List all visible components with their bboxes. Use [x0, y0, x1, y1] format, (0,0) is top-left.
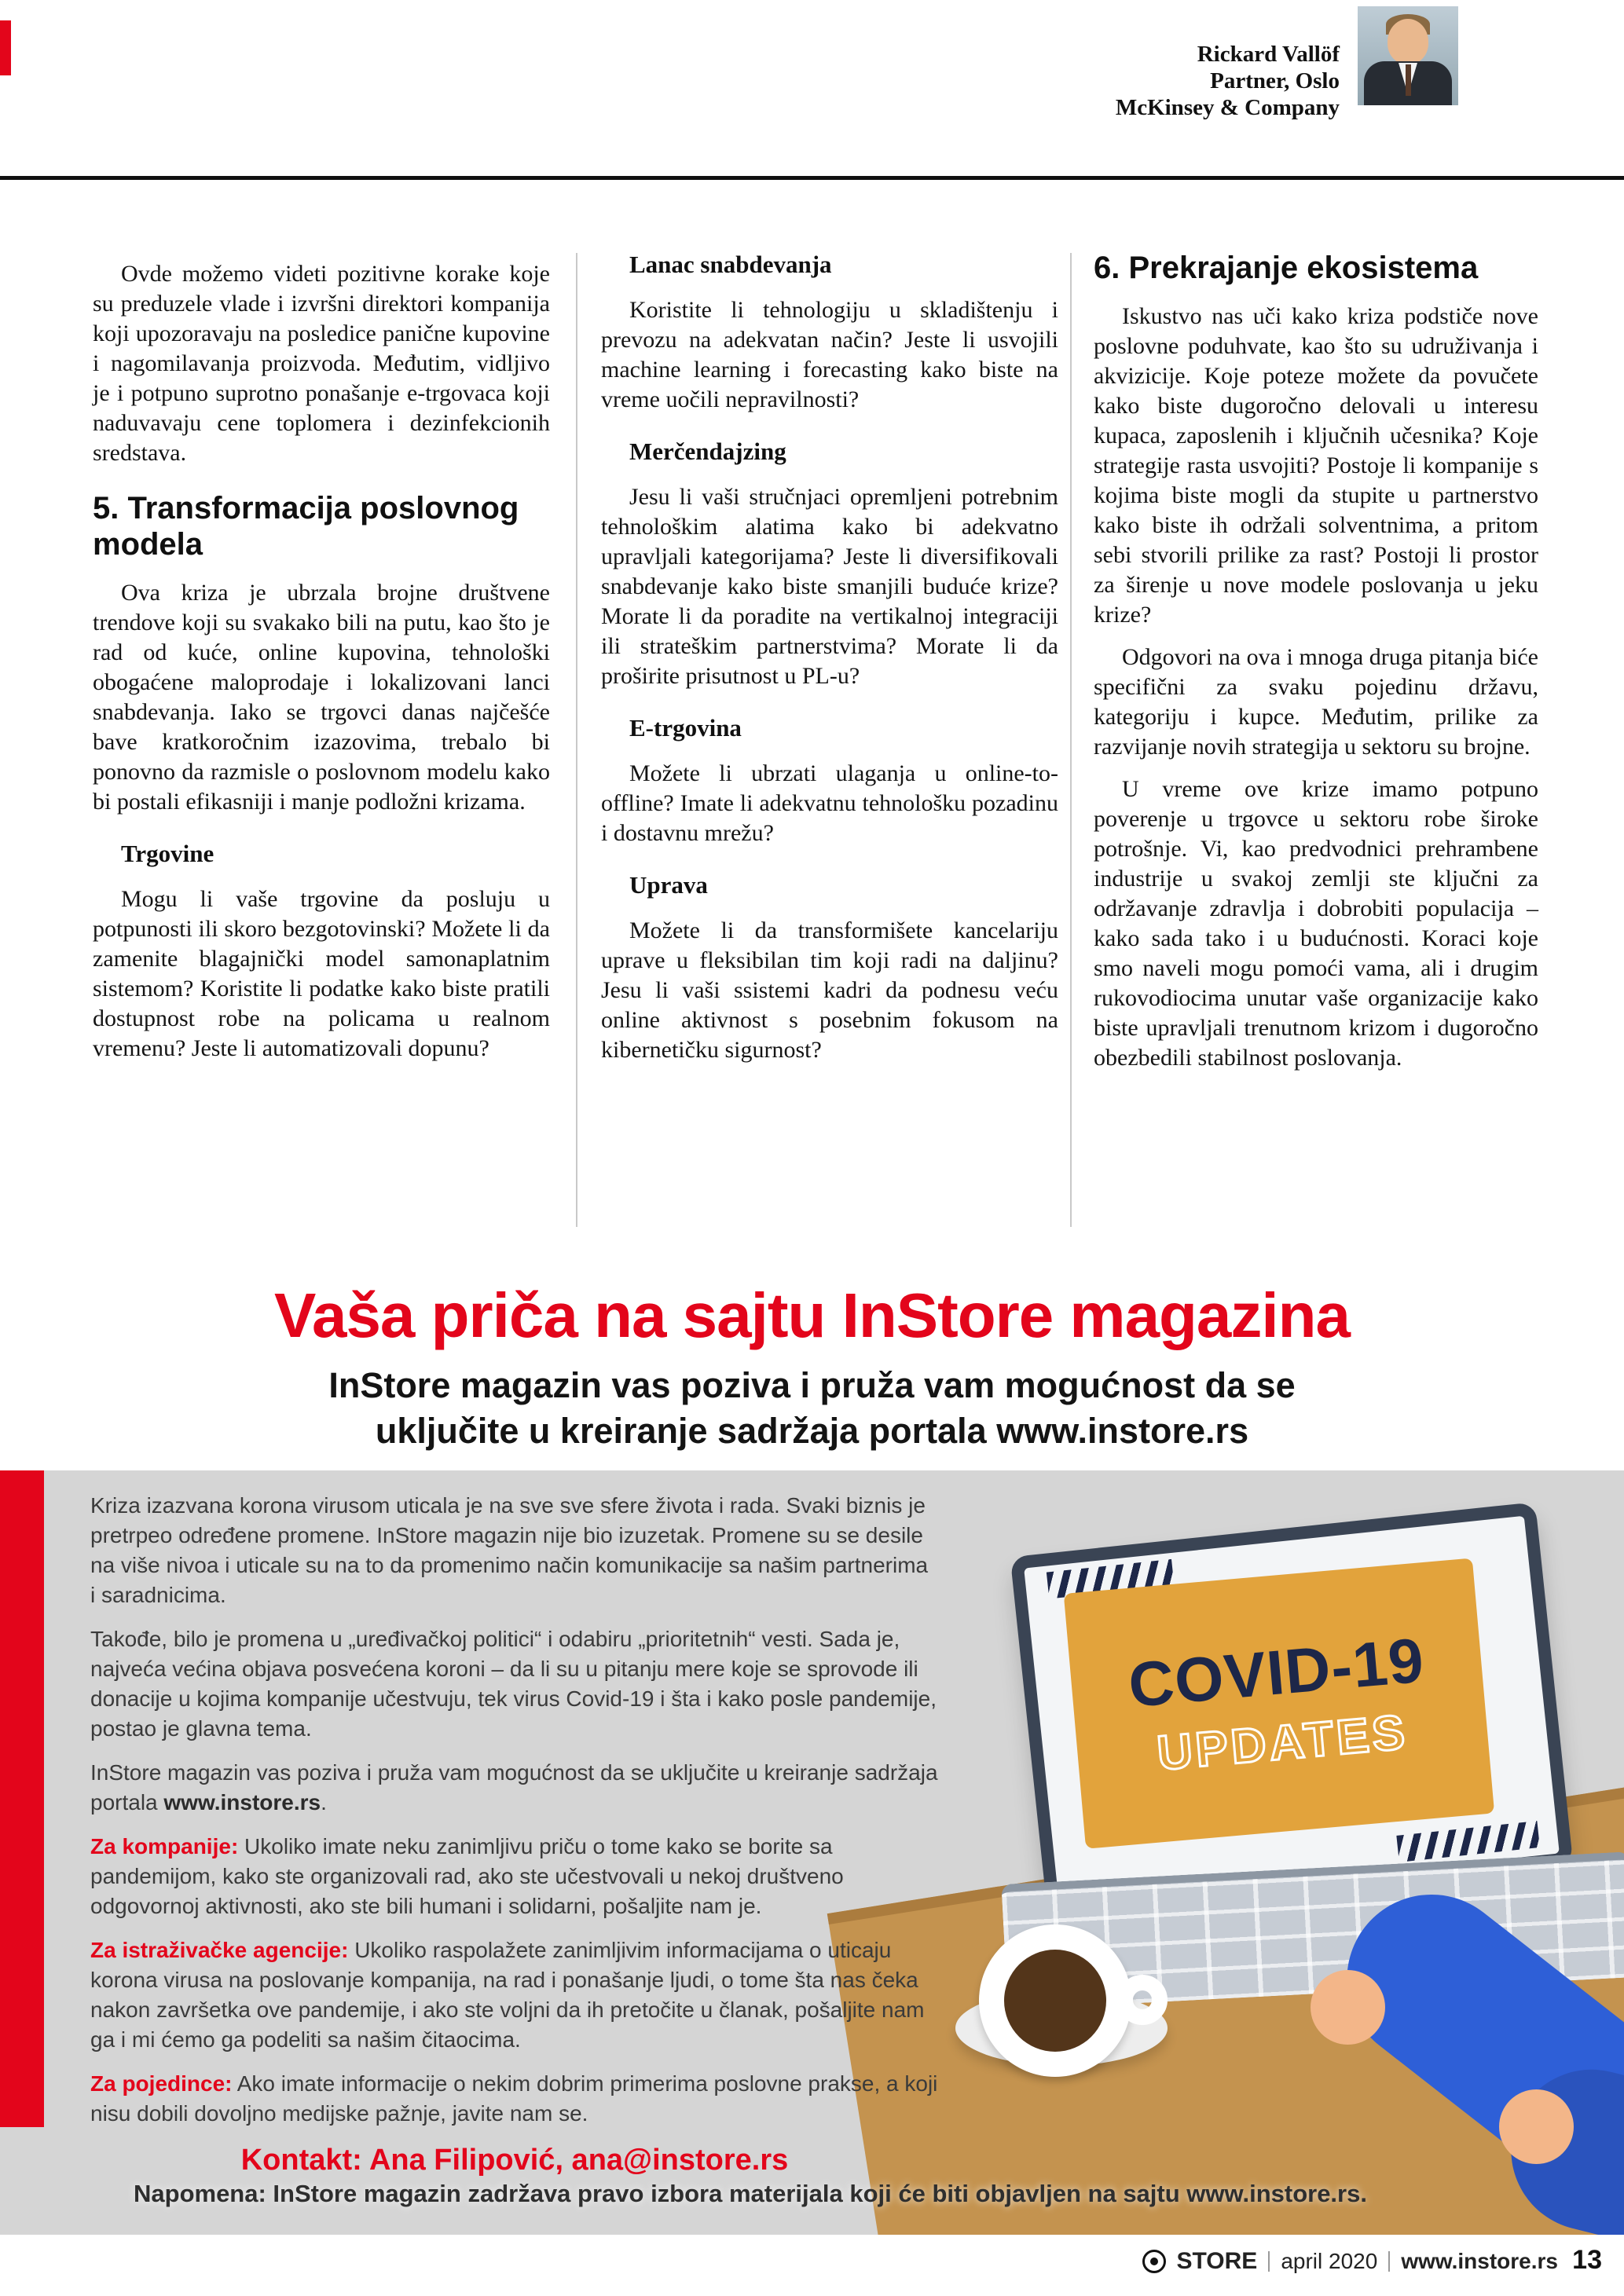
author-photo	[1358, 6, 1458, 105]
paragraph: Koristite li tehnologiju u skladištenju i prevozu na adekvatan način? Jeste li usvojili machine learning i forecasting kako biste na vreme uočili nepravilnosti?	[601, 297, 1058, 412]
text-za-kompanije: Ukoliko imate neku zanimljivu priču o tome kako se borite sa pandemijom, kako ste organizovali rad, ako ste učestvovali u nekoj društveno odgovornoj aktivnosti, ako ste bili humani i solidarni, pošaljite nam je.	[90, 1834, 844, 1918]
hand	[1499, 2089, 1574, 2164]
paragraph	[90, 1832, 939, 1921]
footer-brand: STORE	[1176, 2248, 1258, 2274]
subheading-mercendajzing: Merčendajzing	[629, 438, 786, 465]
article-column-3	[1094, 250, 1538, 1073]
paragraph: Takođe, bilo je promena u „uređivačkoj politici“ i odabiru „prioritetnih“ vesti. Sada je, najveća većina objava posvećena koroni – da li su u pitanju mere koje se sprovode ili donacije u kojima kompanije učestvuju, tek virus Covid-19 i šta i kako posle pandemije, postao je glavna tema.	[90, 1627, 937, 1741]
paragraph	[90, 2069, 939, 2129]
mug-handle	[1117, 1975, 1168, 2025]
paragraph: Ovde možemo videti pozitivne korake koje su preduzele vlade i izvršni direktori kompanija koji upozoravaju na posledice panične kupovine i nagomilavanja proizvoda. Međutim, vidljivo je i potpuno suprotno ponašanje e-trgovaca koji naduvavaju cene toplomera i dezinfekcionih sredstava.	[93, 261, 550, 466]
author-name: Rickard Vallöf	[1197, 42, 1340, 67]
napomena-note: Napomena: InStore magazin zadržava pravo izbora materijala koji će biti objavljen na sajtu www.instore.rs.	[134, 2180, 1367, 2207]
paragraph	[90, 1758, 939, 1818]
site-link-text: www.instore.rs	[163, 1790, 321, 1814]
section-heading-5: 5. Transformacija poslovnog modela	[93, 491, 519, 562]
covid-title-text: COVID-19	[1125, 1624, 1428, 1720]
lead-za-pojedince: Za pojedince:	[90, 2071, 233, 2096]
paragraph: Iskustvo nas uči kako kriza podstiče nove poslovne poduhvate, kao što su udruživanja i akvizicije. Koje poteze možete da povučete kako biste dugoročno delovali u interesu kupaca, zaposlenih i ključnih učesnika? Koje strategije rasta usvojiti? Postoje li kompanije s kojima biste mogli da stupite u partnerstvo kako biste ih održali solventnima, a pritom sebi stvorili prilike za rast? Postoji li prostor za širenje u nove modele poslovanja u jeku krize?	[1094, 303, 1538, 628]
author-info	[1116, 41, 1340, 121]
paragraph: Kriza izazvana korona virusom uticala je na sve sve sfere života i rada. Svaki biznis je pretrpeo određene promene. InStore magazin nije bio izuzetak. Promene su se desile na više nivoa i uticale su na to da promenimo način komunikacije sa našim partnerima i saradnicima.	[90, 1493, 929, 1607]
covid-card	[1064, 1558, 1494, 1849]
author-role: Partner, Oslo	[1210, 68, 1340, 93]
subheading-etrgovina: E-trgovina	[629, 714, 742, 742]
text-za-pojedince: Ako imate informacije o nekim dobrim primerima poslovne prakse, a koji nisu dobili dovoljno medijske pažnje, javite nam se.	[90, 2071, 938, 2126]
paragraph	[90, 1935, 939, 2055]
photo-face	[1388, 19, 1428, 64]
promo-body	[90, 1491, 939, 2177]
period: .	[321, 1790, 327, 1814]
laptop-screen	[1010, 1502, 1574, 1920]
footer-separator	[1268, 2251, 1270, 2272]
page-number: 13	[1572, 2245, 1602, 2275]
article-column-1	[93, 259, 550, 1064]
photo-tie	[1406, 64, 1411, 96]
article-column-2	[601, 250, 1058, 1065]
paragraph: Možete li da transformišete kancelariju uprave u fleksibilan tim koji radi na daljinu? Jesu li vaši ssistemi kadri da podnesu veću online aktivnost s posebnim fokusom na kibernetičku sigurnost?	[601, 917, 1058, 1063]
column-divider	[576, 253, 577, 1227]
page-edge-red-mark	[0, 20, 11, 75]
paragraph: U vreme ove krize imamo potpuno poverenje u trgovce u sektoru robe široke potrošnje. Vi, kao predvodnici prehrambene industrije u svakoj zemlji ste ključni za održavanje zdravlja i dobrobiti populacija – kako sada tako i u budućnosti. Koraci koje smo naveli mogu pomoći vama, ali i drugim rukovodiocima unutar vaše organizacije kako biste upravljali trenutnom krizom i dugoročno obezbedili stabilnost poslovanja.	[1094, 776, 1538, 1071]
promo-subtitle-line2: uključite u kreiranje sadržaja portala www.instore.rs	[375, 1411, 1249, 1451]
coffee-mug	[979, 1924, 1131, 2077]
coffee	[1004, 1950, 1106, 2052]
paragraph: Jesu li vaši stručnjaci opremljeni potrebnim tehnološkim alatima kako bi adekvatno upravljali kategorijama? Jeste li diversifikovali snabdevanje kako biste smanjili buduće krize? Morate li da poradite na vertikalnoj integraciji ili strateškim partnerstvima? Morate li da proširite prisutnost u PL-u?	[601, 484, 1058, 689]
text-za-agencije: Ukoliko raspolažete zanimljivim informacijama o uticaju korona virusa na poslovanje kompanija, na rad i ponašanje ljudi, o tome šta nas čeka nakon završetka ove pandemije, i ako ste voljni da ih pretočite u članak, pošaljite nam ga i mi ćemo ga podeliti sa našim čitaocima.	[90, 1938, 925, 2052]
promo-title: Vaša priča na sajtu InStore magazina	[274, 1280, 1350, 1350]
paragraph: Možete li ubrzati ulaganja u online-to-offline? Imate li adekvatnu tehnološku pozadinu i dostavnu mrežu?	[601, 760, 1058, 846]
subheading-lanac: Lanac snabdevanja	[629, 251, 832, 278]
lead-za-agencije: Za istraživačke agencije:	[90, 1938, 349, 1962]
footer-site: www.instore.rs	[1401, 2249, 1558, 2273]
hand	[1311, 1970, 1385, 2045]
column-divider	[1070, 253, 1072, 1227]
covid-updates-text: UPDATES	[1155, 1705, 1410, 1781]
section-heading-6: 6. Prekrajanje ekosistema	[1094, 251, 1479, 285]
author-company: McKinsey & Company	[1115, 95, 1340, 120]
paragraph: Ova kriza je ubrzala brojne društvene trendove koji su svakako bili na putu, kao što je rad od kuće, online kupovina, tehnološki obogaćene maloprodaje i lokalizovani lanci snabdevanja. Iako se trgovci danas najčešće bave kratkoročnim izazovima, trebalo bi ponovno da razmisle o poslovnom modelu kako bi postali efikasniji i manje podložni krizama.	[93, 580, 550, 815]
invite-text: InStore magazin vas poziva i pruža vam mogućnost da se uključite u kreiranje sadržaja portala	[90, 1760, 938, 1814]
paragraph: Mogu li vaše trgovine da posluju u potpunosti ili skoro bezgotovinski? Možete li da zamenite blagajnički model samonaplatnim sistemom? Koristite li podatke kako biste pratili dostupnost robe na policama u realnom vremenu? Jeste li automatizovali dopunu?	[93, 886, 550, 1061]
red-stripe	[0, 1470, 44, 2127]
page-footer	[1142, 2248, 1558, 2275]
promo-section	[0, 1470, 1624, 2235]
subheading-uprava: Uprava	[629, 871, 708, 899]
footer-separator	[1388, 2251, 1390, 2272]
promo-subtitle-line1: InStore magazin vas poziva i pruža vam mogućnost da se	[328, 1365, 1296, 1405]
instore-logo-icon	[1142, 2250, 1166, 2273]
lead-za-kompanije: Za kompanije:	[90, 1834, 239, 1858]
header-divider	[0, 176, 1624, 180]
contact-line: Kontakt: Ana Filipović, ana@instore.rs	[240, 2144, 789, 2177]
footer-date: april 2020	[1281, 2249, 1378, 2273]
subheading-trgovine: Trgovine	[121, 840, 214, 867]
paragraph: Odgovori na ova i mnoga druga pitanja biće specifični za svaku pojedinu državu, kategoriju i kupce. Međutim, prilike za razvijanje novih strategija u sektoru su brojne.	[1094, 644, 1538, 760]
hash-marks-icon	[1396, 1821, 1540, 1862]
